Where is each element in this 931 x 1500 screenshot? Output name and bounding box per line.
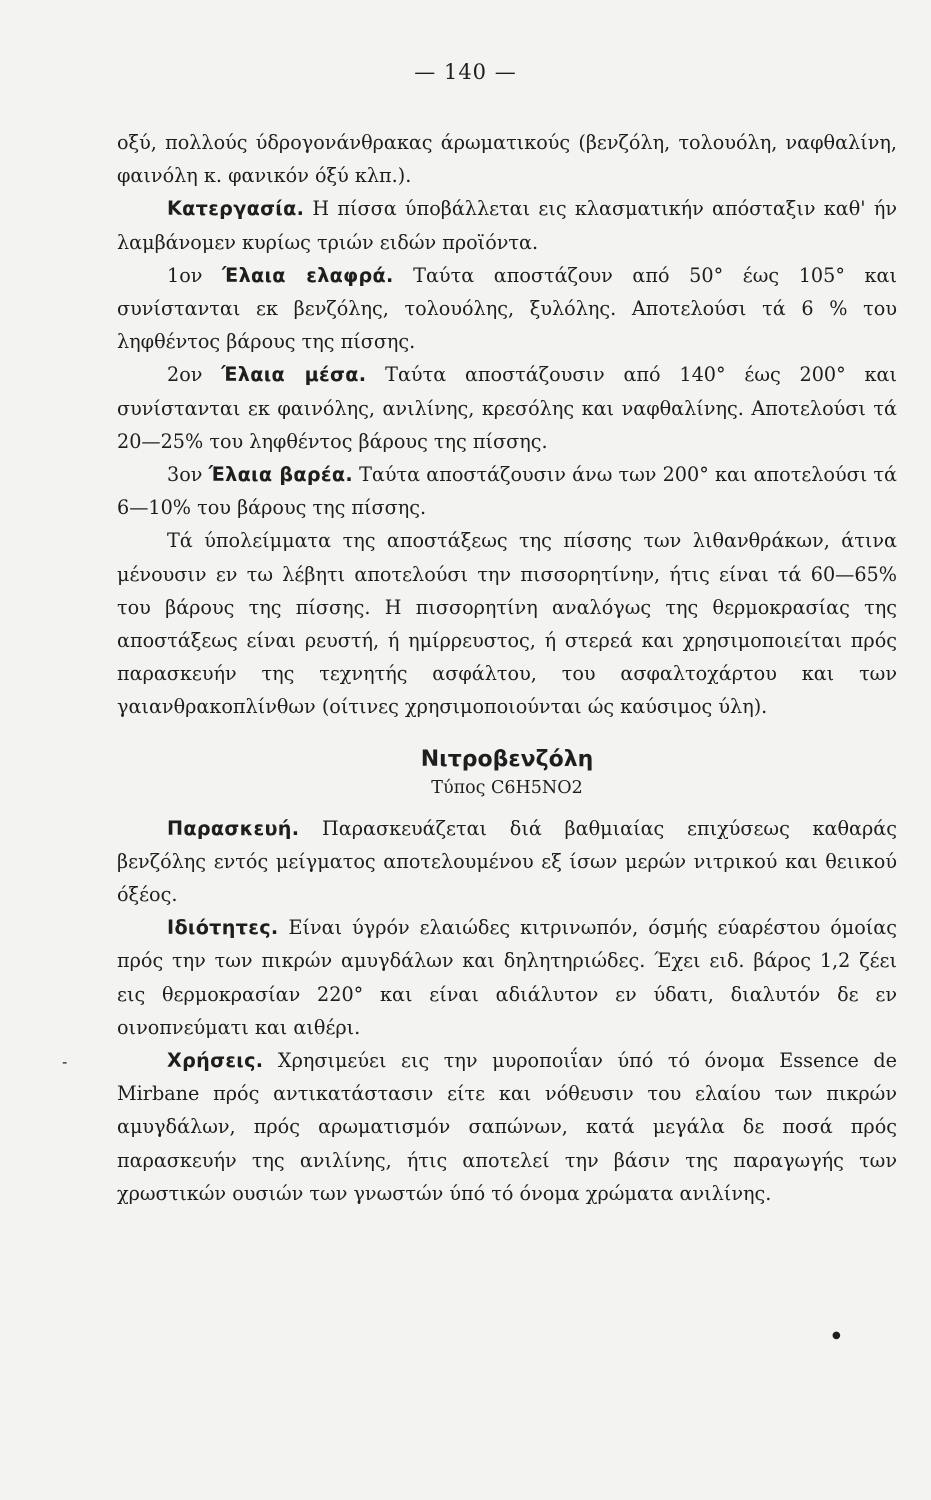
ink-dot: ● [832, 1330, 841, 1341]
heading-processing: Κατεργασία. [167, 197, 305, 221]
heading-heavy-oils: Έλαια βαρέα. [208, 463, 353, 487]
ordinal-3: 3ον [167, 463, 203, 487]
paragraph-properties [117, 911, 897, 1044]
heading-uses: Χρήσεις. [167, 1049, 264, 1073]
text-medium-oils: Ταύτα αποστάζουσιν από 140° έως 200° και συνίστανται εκ φαινόλης, ανιλίνης, κρεσόλης και ναφθαλίνης. Αποτελούσι τά 20—25% του ληφθέντος βάρους της πίσσης. [117, 363, 898, 453]
paragraph-residues: Τά ύπολείμματα της αποστάξεως της πίσσης των λιθανθράκων, άτινα μένουσιν εν τω λέβητι αποτελούσι την πισσορητίνην, ήτις είναι τά 60—65% του βάρους της πίσσης. Η πισσορητίνη αναλόγως της θερμοκρασίας της αποστάξεως είναι ρευστή, ή ημίρρευστος, ή στερεά και χρησιμοποιείται πρός παρασκευήν της τεχνητής ασφάλτου, του ασφαλτοχάρτου και των γαιανθρακοπλίνθων (οίτινες χρησιμοποιούνται ώς καύσιμος ύλη). [117, 529, 897, 719]
heading-preparation: Παρασκευή. [167, 816, 300, 840]
heading-medium-oils: Έλαια μέσα. [221, 363, 367, 387]
ordinal-2: 2ον [167, 363, 203, 387]
page-number: — 140 — [414, 60, 517, 84]
paragraph-heavy-oils [117, 458, 897, 524]
ordinal-1: 1ον [167, 263, 203, 287]
text-properties: Είναι ύγρόν ελαιώδες κιτρινωπόν, όσμής εύαρέστου όμοίας πρός την των πικρών αμυγδάλων και δηλητηριώδες. Έχει ειδ. βάρος 1,2 ζέει εις θερμοκρασίαν 220° και είναι αδιάλυτον εν ύδατι, διαλυτόν δε εν οινοπνεύματι και αιθέρι. [117, 916, 898, 1039]
text-preparation: Παρασκευάζεται διά βαθμιαίας επιχύσεως καθαράς βενζόλης εντός μείγματος αποτελουμένου εξ ίσων μερών νιτρικού και θειικού όξέος. [117, 816, 897, 907]
paragraph-intro: οξύ, πολλούς ύδρογονάνθρακας άρωματικούς (βενζόλη, τολουόλη, ναφθαλίνη, φαινόλη κ. φανικόν όξύ κλπ.). [117, 131, 897, 188]
text-light-oils: Ταύτα αποστάζουν από 50° έως 105° και συνίστανται εκ βενζόλης, τολουόλης, ξυλόλης. Αποτελούσι τά 6 % του ληφθέντος βάρους της πίσσης. [117, 263, 897, 354]
body-text [117, 126, 897, 1210]
paragraph-medium-oils [117, 358, 897, 458]
heading-properties: Ιδιότητες. [167, 916, 279, 940]
paragraph-processing [117, 192, 897, 258]
section-title: Νιτροβενζόλη [420, 746, 594, 772]
chemical-formula: Τύπος C6H5NO2 [431, 777, 583, 798]
paragraph-preparation [117, 812, 897, 912]
margin-mark: - [62, 1052, 68, 1071]
paragraph-light-oils [117, 259, 897, 359]
text-uses: Χρησιμεύει εις την μυροποιΐαν ύπό τό όνομα Essence de Mirbane πρός αντικατάστασιν είτε και νόθευσιν του ελαίου των πικρών αμυγδάλων, πρός αρωματισμόν σαπώνων, κατά μεγάλα δε ποσά πρός παρασκευήν της ανιλίνης, ήτις αποτελεί την βάσιν της παραγωγής των χρωστικών ουσιών των γνωστών ύπό τό όνομα χρώματα ανιλίνης. [117, 1049, 897, 1205]
text-processing: Η πίσσα ύποβάλλεται εις κλασματικήν απόσταξιν καθ' ήν λαμβάνομεν κυρίως τριών ειδών προϊόντα. [117, 197, 897, 254]
heading-light-oils: Έλαια ελαφρά. [222, 263, 394, 287]
text-heavy-oils: Ταύτα αποστάζουσιν άνω των 200° και αποτελούσι τά 6—10% του βάρους της πίσσης. [117, 463, 897, 520]
paragraph-uses [117, 1044, 897, 1210]
